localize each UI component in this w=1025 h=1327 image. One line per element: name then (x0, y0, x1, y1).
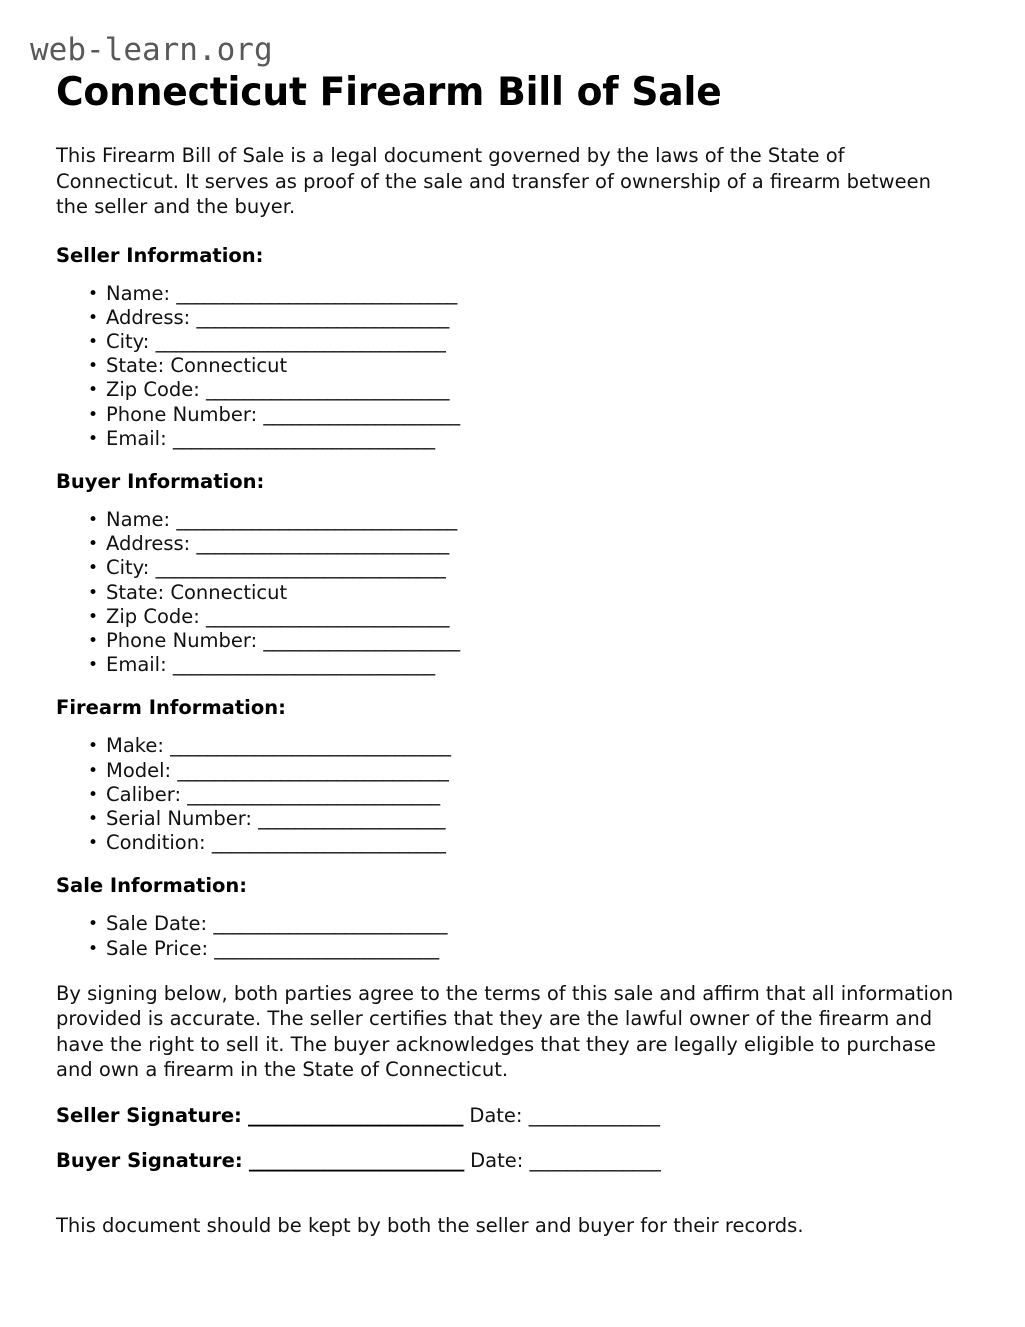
list-item (106, 605, 968, 629)
field-label: Sale Price: (106, 936, 209, 960)
intro-paragraph: This Firearm Bill of Sale is a legal document governed by the laws of the State of Connecticut. It serves as proof of the sale and transfer of ownership of a firearm between the seller and the buyer. (56, 144, 931, 218)
fill-in-rule[interactable]: ______________________________ (176, 507, 457, 531)
field-label: Name: (106, 281, 171, 305)
fill-in-rule[interactable]: ________________________ (214, 936, 439, 960)
field-label: State: (106, 580, 165, 604)
buyer-signature-row (56, 1148, 968, 1174)
buyer-date-label: Date: (470, 1148, 524, 1172)
sale-fields-list (56, 912, 968, 960)
fill-in-rule[interactable]: _________________________ (211, 831, 446, 855)
list-item (106, 330, 968, 354)
field-value: Connecticut (170, 580, 288, 604)
fill-in-rule[interactable]: _________________________ (213, 912, 448, 936)
fill-in-rule[interactable]: ___________________________ (196, 305, 449, 329)
fill-in-rule[interactable]: _______________________________ (155, 556, 446, 580)
section-heading-seller: Seller Information: (56, 243, 264, 267)
list-item (106, 759, 968, 783)
list-item (106, 912, 968, 936)
list-item (106, 354, 968, 378)
fill-in-rule[interactable]: ______________________________ (176, 281, 457, 305)
list-item (106, 629, 968, 653)
list-item (106, 937, 968, 961)
seller-fields-list (56, 282, 968, 451)
list-item (106, 653, 968, 677)
firearm-fields-list (56, 734, 968, 855)
buyer-signature-label: Buyer Signature: (56, 1148, 243, 1172)
page-title: Connecticut Firearm Bill of Sale (56, 70, 722, 115)
field-label: Serial Number: (106, 806, 252, 830)
list-item (106, 783, 968, 807)
field-label: Zip Code: (106, 378, 200, 402)
fill-in-rule[interactable]: ____________________ (258, 806, 446, 830)
buyer-signature-rule[interactable]: _______________________ (248, 1148, 464, 1172)
field-label: Email: (106, 653, 167, 677)
field-label: Name: (106, 507, 171, 531)
field-label: Address: (106, 305, 191, 329)
agreement-paragraph: By signing below, both parties agree to the terms of this sale and affirm that all information provided is accurate. The seller certifies that they are the lawful owner of the firearm and have the right to sell it. The buyer acknowledges that they are legally eligible to purchase and own a firearm in the State of Connecticut. (56, 981, 954, 1082)
field-label: City: (106, 556, 150, 580)
fill-in-rule[interactable]: _______________________________ (155, 329, 446, 353)
fill-in-rule[interactable]: ____________________________ (172, 653, 435, 677)
list-item (106, 807, 968, 831)
site-watermark: web-learn.org (30, 32, 273, 68)
field-label: Zip Code: (106, 604, 200, 628)
field-label: Sale Date: (106, 912, 208, 936)
seller-signature-row (56, 1103, 968, 1129)
list-item (106, 282, 968, 306)
section-heading-firearm: Firearm Information: (56, 696, 286, 720)
list-item (106, 734, 968, 758)
seller-date-rule[interactable]: ______________ (528, 1103, 660, 1127)
field-label: Email: (106, 426, 167, 450)
field-value: Connecticut (170, 354, 288, 378)
list-item (106, 378, 968, 402)
section-heading-buyer: Buyer Information: (56, 469, 265, 493)
field-label: Phone Number: (106, 628, 258, 652)
buyer-date-rule[interactable]: ______________ (529, 1148, 661, 1172)
list-item (106, 306, 968, 330)
field-label: Caliber: (106, 782, 182, 806)
fill-in-rule[interactable]: ______________________________ (170, 734, 451, 758)
buyer-fields-list (56, 508, 968, 677)
field-label: Phone Number: (106, 402, 258, 426)
seller-signature-label: Seller Signature: (56, 1103, 242, 1127)
list-item (106, 532, 968, 556)
field-label: Condition: (106, 831, 206, 855)
fill-in-rule[interactable]: _____________________ (263, 402, 460, 426)
field-label: State: (106, 354, 165, 378)
list-item (106, 581, 968, 605)
list-item (106, 508, 968, 532)
field-label: Model: (106, 758, 172, 782)
field-label: Make: (106, 734, 164, 758)
document-body (56, 143, 968, 1258)
list-item (106, 556, 968, 580)
fill-in-rule[interactable]: _____________________ (263, 628, 460, 652)
fill-in-rule[interactable]: __________________________ (206, 604, 450, 628)
section-heading-sale: Sale Information: (56, 874, 248, 898)
footer-note: This document should be kept by both the seller and buyer for their records. (56, 1214, 804, 1238)
list-item (106, 427, 968, 451)
fill-in-rule[interactable]: ____________________________ (172, 426, 435, 450)
fill-in-rule[interactable]: ___________________________ (196, 532, 449, 556)
field-label: Address: (106, 532, 191, 556)
seller-date-label: Date: (469, 1103, 523, 1127)
seller-signature-rule[interactable]: _______________________ (248, 1103, 464, 1127)
list-item (106, 403, 968, 427)
field-label: City: (106, 329, 150, 353)
list-item (106, 831, 968, 855)
fill-in-rule[interactable]: _____________________________ (177, 758, 449, 782)
fill-in-rule[interactable]: __________________________ (206, 378, 450, 402)
fill-in-rule[interactable]: ___________________________ (187, 782, 440, 806)
